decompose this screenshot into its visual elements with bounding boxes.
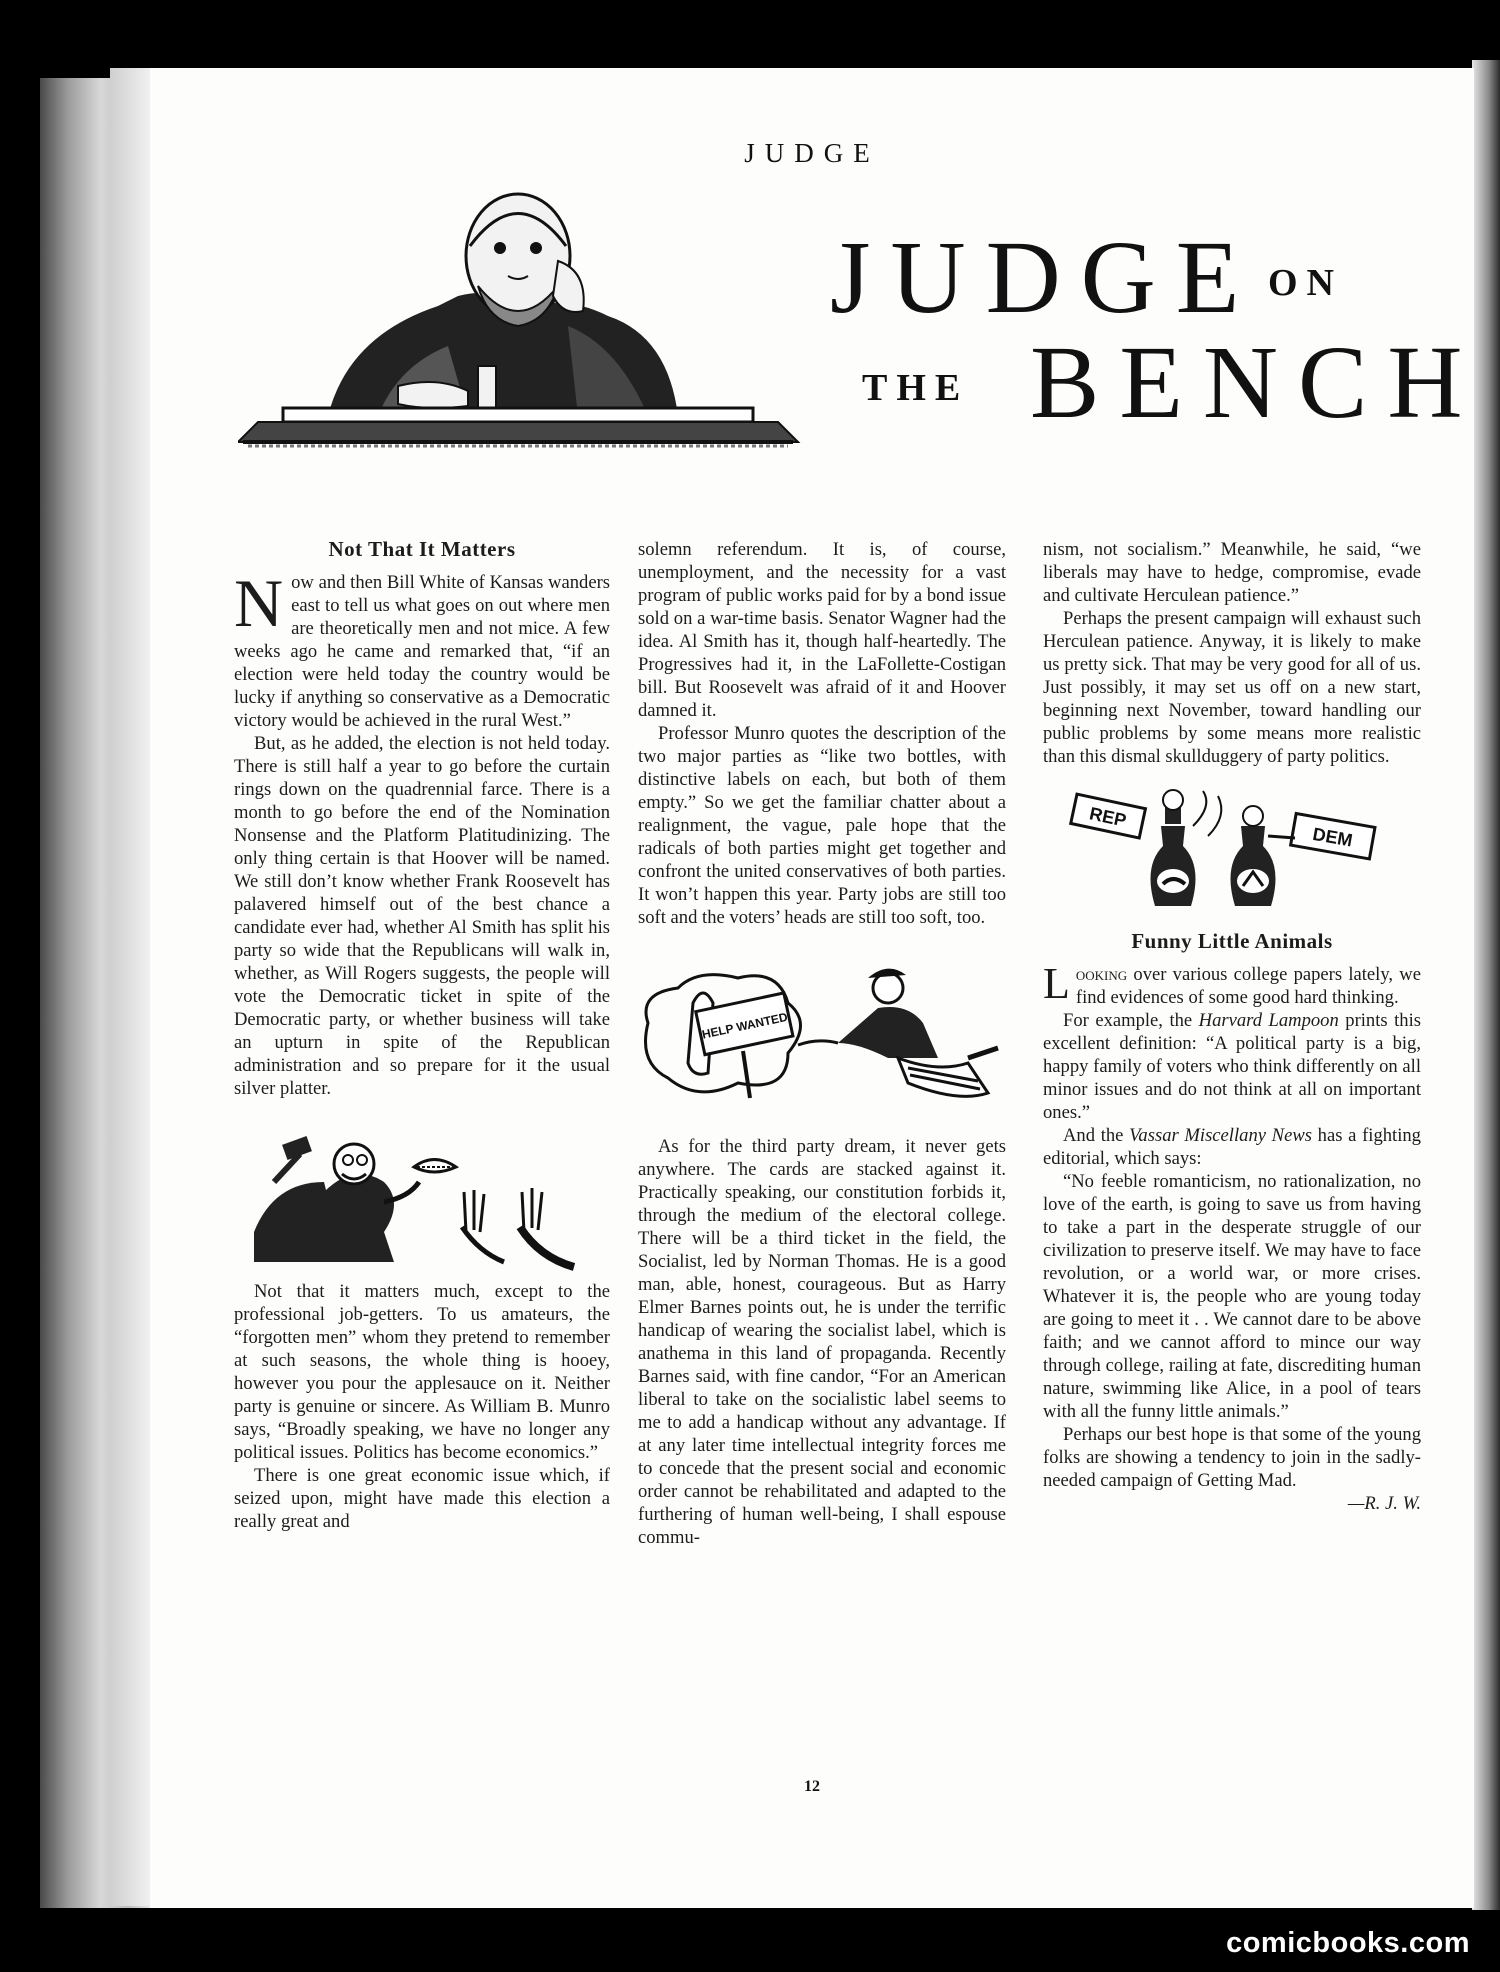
paragraph: [1043, 1009, 1421, 1124]
article-column-2: [638, 538, 1006, 1549]
article-column-3: [1043, 538, 1421, 1515]
lead-word: ooking: [1075, 964, 1128, 985]
rep-dem-bottles-illustration: [1043, 786, 1421, 926]
section-heading-not-that-it-matters: Not That It Matters: [328, 537, 516, 561]
masthead-on: ON: [1268, 262, 1343, 304]
paragraph: [1043, 1124, 1421, 1170]
paragraph: solemn referendum. It is, of course, unemployment, and the necessity for a vast program of public works paid for by a bond issue sold on a war-time basis. Senator Wagner had the idea. Al Smith has it, though half-heartedly. The Progressives had it, in the LaFollette-Costigan bill. But Roosevelt was afraid of it and Hoover damned it.: [638, 539, 1006, 721]
publication-name: Harvard Lampoon: [1198, 1010, 1339, 1031]
page-gutter: [110, 68, 150, 1906]
drop-cap: N: [234, 565, 284, 641]
masthead-bench: BENCH: [1030, 325, 1483, 440]
paragraph: [234, 565, 610, 732]
rep-label: REP: [1087, 803, 1129, 831]
magazine-page: [150, 68, 1483, 1908]
judge-at-bench-illustration: [238, 186, 818, 546]
dem-label: DEM: [1311, 823, 1355, 851]
watermark: comicbooks.com: [1226, 1927, 1470, 1959]
drop-cap: L: [1043, 959, 1070, 1008]
masthead-the: THE: [862, 367, 970, 409]
paragraph: But, as he added, the election is not held today. There is still half a year to go before the curtain rings down on the quadrennial farce. There is a month to go before the end of the Nomination Nonsense and the Platform Platitudinizing. The only thing certain is that Hoover will be named. We still don’t know whether Frank Roosevelt has palavered himself out of the best chance a candidate ever had, whether Al Smith has split his party so wide that the Republicans will walk in, whether, as Will Rogers suggests, the people will vote the Democratic ticket in spite of the Democratic party, or whether business will take an upturn in spite of the Republican administration and so prepare for it the usual silver platter.: [234, 733, 610, 1099]
paragraph-text: over various college papers lately, we find evidences of some good hard thinking.: [1075, 964, 1421, 1008]
paragraph: “No feeble romanticism, no rationalization, no love of the earth, is going to save us from having to take a part in the desperate struggle of our civilization to preserve itself. We may have to face revolution, or a world war, or more crises. Whatever it is, the people who are young today are going to meet it . . We cannot dare to be above faith; and we cannot afford to mince our way through college, railing at fate, discrediting human nature, swimming like Alice, in a pool of tears with all the funny little animals.”: [1043, 1171, 1421, 1422]
masthead-judge: JUDGE: [830, 220, 1260, 335]
paragraph-text: has a fighting editorial, which says:: [1043, 1125, 1421, 1169]
paragraph: Perhaps our best hope is that some of the young folks are showing a tendency to join in the sadly-needed campaign of Getting Mad.: [1043, 1424, 1421, 1491]
help-wanted-illustration: [638, 963, 1006, 1113]
help-wanted-sign-text: HELP WANTED: [700, 1009, 789, 1042]
paragraph: [1043, 959, 1421, 1009]
paragraph-text: prints this excellent definition: “A political party is a big, happy family of voters who think differently on all minor issues and do not think at all on important ones.”: [1043, 1010, 1421, 1123]
paragraph: Professor Munro quotes the description of the two major parties as “like two bottles, with distinctive labels on each, but both of them empty.” So we get the familiar chatter about a realignment, the vague, pale hope that the radicals of both parties might get together and confront the united conservatives of both parties. It won’t happen this year. Party jobs are still too soft and the voters’ heads are still too soft, too.: [638, 723, 1006, 928]
paragraph: nism, not socialism.” Meanwhile, he said, “we liberals may have to hedge, compromise, evade and cultivate Herculean patience.”: [1043, 539, 1421, 606]
paragraph: There is one great economic issue which, if seized upon, might have made this election a really great and: [234, 1465, 610, 1532]
publication-name: Vassar Miscellany News: [1129, 1125, 1312, 1146]
paragraph: As for the third party dream, it never gets anywhere. The cards are stacked against it. Practically speaking, our constitution forbids it, through the medium of the electoral college. There will be a third ticket in the field, the Socialist, led by Norman Thomas. He is a good man, able, honest, courageous. But as Harry Elmer Barnes points out, he is under the terrific handicap of wearing the socialist label, which is anathema in this land of propaganda. Recently Barnes said, with fine candor, “For an American liberal to take on the socialistic label seems to me to add a handicap without any advantage. If at any later time intellectual integrity forces me to concede that the present social and economic order cannot be rehabilitated and adapted to the furthering of human well-being, I shall espouse commu-: [638, 1136, 1006, 1548]
paragraph: Perhaps the present campaign will exhaust such Herculean patience. Anyway, it is likely to make us pretty sick. That may be very good for all of us. Just possibly, it may set us off on a new start, beginning next November, toward handling our public problems by some means more realistic than this dismal skullduggery of party politics.: [1043, 608, 1421, 767]
running-head: JUDGE: [744, 138, 880, 168]
gavel-and-teeth-illustration: [234, 1122, 610, 1272]
paragraph: Not that it matters much, except to the professional job-getters. To us amateurs, the “forgotten men” whom they pretend to remember at such seasons, the whole thing is hooey, however you pour the applesauce on it. Neither party is genuine or sincere. As William B. Munro says, “Broadly speaking, we have no longer any political issues. Politics has become economics.”: [234, 1281, 610, 1463]
paragraph-text: ow and then Bill White of Kansas wanders east to tell us what goes on out where men are theoretically men and not mice. A few weeks ago he came and remarked that, “if an election were held today the country would be lucky if anything so conservative as a Democratic victory would be achieved in the rural West.”: [234, 572, 610, 731]
page-number: 12: [804, 1778, 820, 1795]
paragraph-text: For example, the: [1063, 1010, 1199, 1031]
article-column-1: [234, 538, 610, 1533]
section-heading-funny-little-animals: Funny Little Animals: [1131, 929, 1333, 953]
author-signature: —R. J. W.: [1347, 1493, 1421, 1514]
paragraph-text: And the: [1063, 1125, 1130, 1146]
